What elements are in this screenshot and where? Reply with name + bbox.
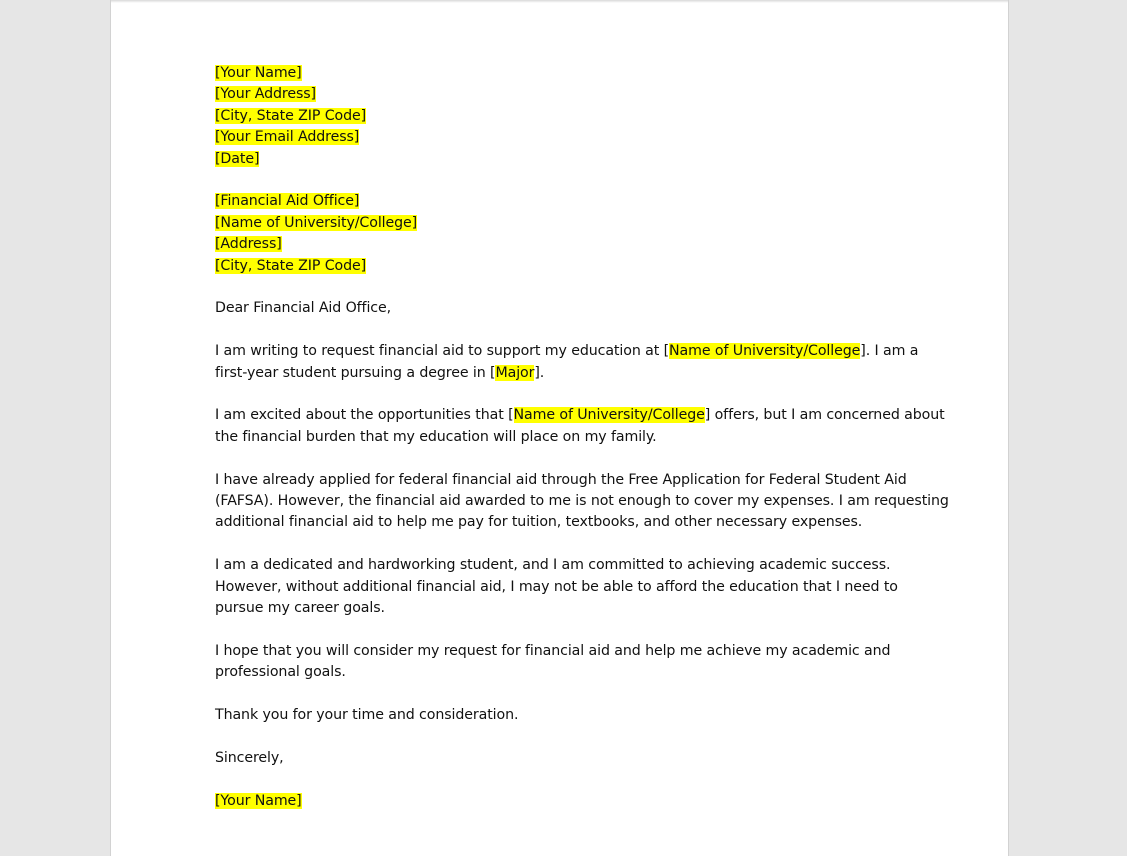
recipient-office[interactable]: [Financial Aid Office] bbox=[215, 193, 360, 210]
paragraph-3-text: additional financial aid to help me pay for tuition, textbooks, and other necessary expenses. bbox=[215, 514, 863, 531]
paragraph-4-text: I am a dedicated and hardworking student, and I am committed to achieving academic success. bbox=[215, 557, 891, 574]
recipient-city-state-zip[interactable]: [City, State ZIP Code] bbox=[215, 257, 367, 274]
placeholder-major[interactable]: Major bbox=[495, 364, 535, 381]
paragraph-2-text: I am excited about the opportunities that [ bbox=[215, 407, 514, 424]
recipient-address[interactable]: [Address] bbox=[215, 236, 282, 253]
placeholder-institution[interactable]: Name of University/College bbox=[513, 407, 705, 424]
recipient-block bbox=[215, 191, 915, 277]
paragraph-2-text: ] offers, but I am concerned about bbox=[704, 407, 945, 424]
sender-address[interactable]: [Your Address] bbox=[215, 86, 316, 103]
spacer bbox=[215, 684, 915, 705]
paragraph-2-text: the financial burden that my education will place on my family. bbox=[215, 428, 657, 445]
spacer bbox=[215, 320, 915, 341]
paragraph-2[interactable] bbox=[215, 405, 945, 448]
spacer bbox=[215, 277, 915, 298]
spacer bbox=[215, 384, 915, 405]
closing[interactable]: Sincerely, bbox=[215, 749, 284, 766]
spacer bbox=[215, 769, 915, 790]
paragraph-1-text: ]. bbox=[534, 364, 545, 381]
spacer bbox=[215, 170, 915, 191]
paragraph-4[interactable] bbox=[215, 555, 915, 619]
paragraph-1[interactable] bbox=[215, 341, 919, 384]
letter-date[interactable]: [Date] bbox=[215, 150, 260, 167]
spacer bbox=[215, 534, 915, 555]
sender-email[interactable]: [Your Email Address] bbox=[215, 129, 360, 146]
placeholder-institution[interactable]: Name of University/College bbox=[669, 343, 861, 360]
sender-city-state-zip[interactable]: [City, State ZIP Code] bbox=[215, 107, 367, 124]
spacer bbox=[215, 619, 915, 640]
letter-body[interactable] bbox=[215, 63, 949, 812]
spacer bbox=[215, 448, 915, 469]
spacer bbox=[215, 726, 915, 747]
paragraph-4-text: However, without additional financial aid, I may not be able to afford the education that I need to bbox=[215, 578, 898, 595]
document-page[interactable] bbox=[110, 0, 1009, 856]
paragraph-3-text: I have already applied for federal financial aid through the Free Application for Federal Student Aid bbox=[215, 471, 907, 488]
thanks-line[interactable]: Thank you for your time and consideration. bbox=[215, 707, 519, 724]
paragraph-1-text: first-year student pursuing a degree in [ bbox=[215, 364, 496, 381]
sender-block bbox=[215, 63, 915, 170]
recipient-institution[interactable]: [Name of University/College] bbox=[215, 214, 418, 231]
paragraph-3-text: (FAFSA). However, the financial aid awarded to me is not enough to cover my expenses. I am requesting bbox=[215, 493, 949, 510]
sender-name[interactable]: [Your Name] bbox=[215, 65, 302, 81]
paragraph-5-text: professional goals. bbox=[215, 664, 346, 681]
paragraph-5-text: I hope that you will consider my request for financial aid and help me achieve my academic and bbox=[215, 642, 891, 659]
paragraph-1-text: ]. I am a bbox=[860, 343, 919, 360]
paragraph-5[interactable] bbox=[215, 641, 915, 684]
paragraph-3[interactable] bbox=[215, 470, 949, 534]
salutation[interactable]: Dear Financial Aid Office, bbox=[215, 300, 392, 317]
paragraph-1-text: I am writing to request financial aid to support my education at [ bbox=[215, 343, 670, 360]
page-top-shadow bbox=[111, 0, 1008, 3]
paragraph-4-text: pursue my career goals. bbox=[215, 600, 385, 617]
signature-name[interactable]: [Your Name] bbox=[215, 792, 302, 809]
